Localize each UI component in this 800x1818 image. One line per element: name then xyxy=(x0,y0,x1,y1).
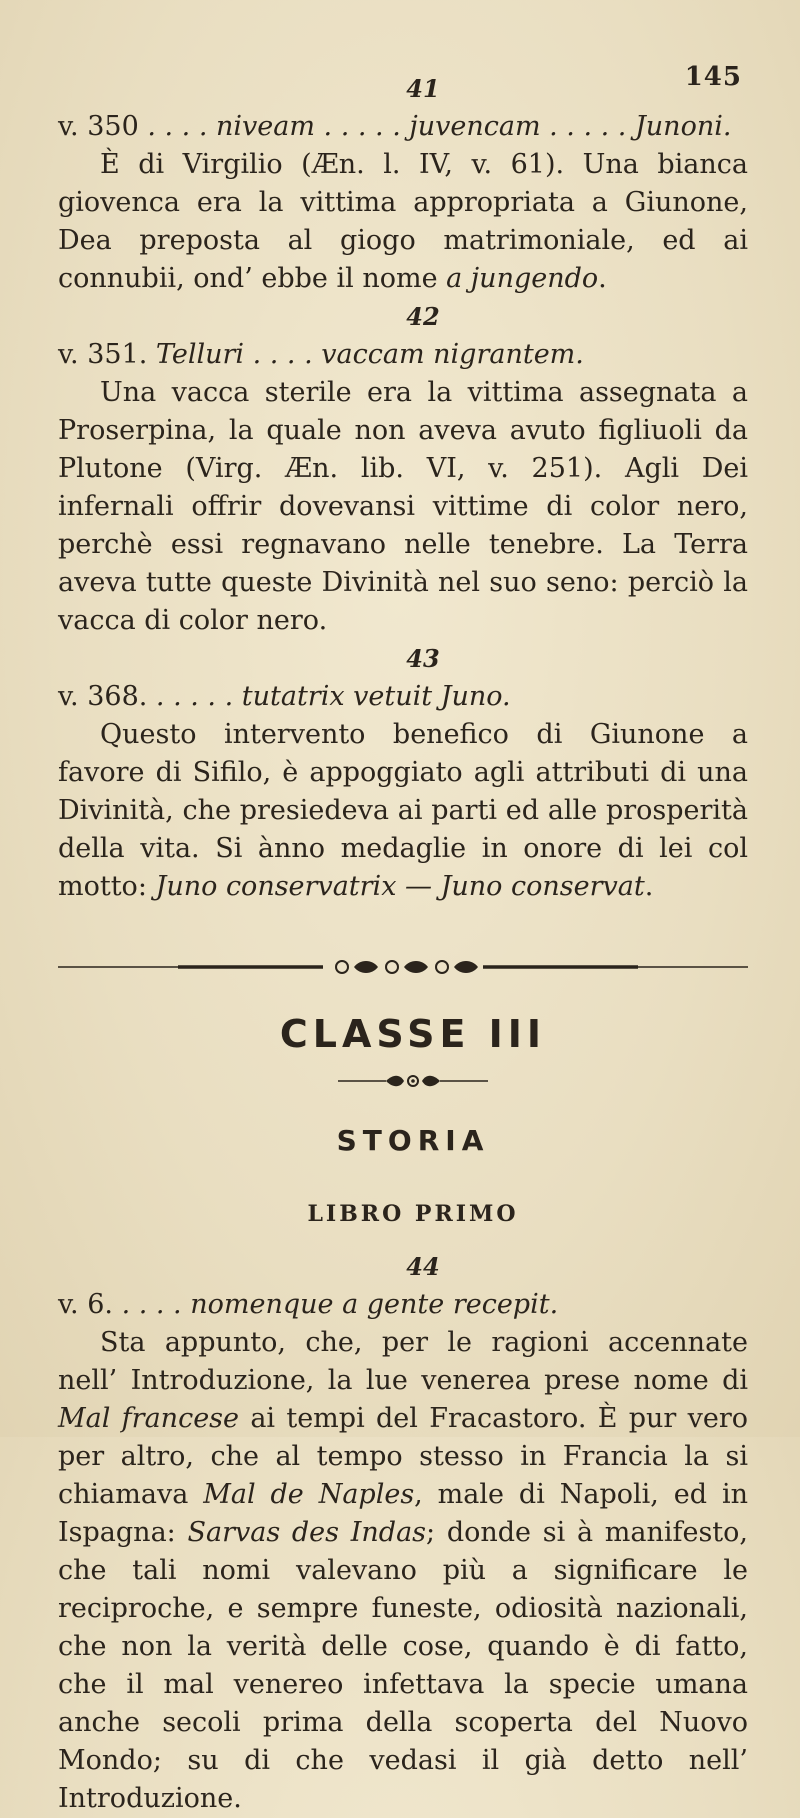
ornament-divider-icon xyxy=(58,958,748,976)
note-body xyxy=(58,146,748,298)
verse-text: . . . . niveam . . . . . juvencam . . . . . Junoni. xyxy=(138,111,732,142)
note-body-text: Sta appunto, che, per le ragioni accennate nell’ Introduzione, la lue venerea prese nome di xyxy=(58,1327,748,1396)
note-body xyxy=(58,374,748,640)
note-body-italic: Mal de Naples xyxy=(203,1479,415,1510)
note-body-text: , male di Napoli, ed in Ispagna: xyxy=(58,1479,748,1548)
class-heading: CLASSE III xyxy=(279,1012,547,1056)
page-number: 145 xyxy=(684,62,742,92)
note-body-text: Una vacca sterile era la vittima assegnata a Proserpina, la quale non aveva avuto figliuoli da Plutone (Virg. Æn. lib. VI, v. 251). Agli Dei infernali offrir dovevansi vittime di color nero, perchè essi regnavano nelle tenebre. La Terra aveva tutte queste Divinità nel suo seno: perciò la vacca di color nero. xyxy=(58,377,748,636)
verse-number: v. 6. xyxy=(58,1289,113,1320)
note-body xyxy=(58,1324,748,1818)
note-number: 42 xyxy=(406,302,440,331)
note-number: 41 xyxy=(406,74,440,103)
verse-citation xyxy=(58,336,748,374)
verse-text: . . . . nomenque a gente recepit. xyxy=(112,1289,559,1320)
note-number: 43 xyxy=(406,644,440,673)
note-body-italic: Sarvas des Indas xyxy=(187,1517,427,1548)
note-body xyxy=(58,716,748,906)
note-body-text: Questo intervento benefico di Giunone a favore di Sifilo, è appoggiato agli attributi di una Divinità, che presiedeva ai parti ed alle prosperità della vita. Si ànno medaglie in onore di lei col motto: xyxy=(58,719,748,902)
note-body-text: È di Virgilio (Æn. l. IV, v. 61). Una bianca giovenca era la vittima appropriata a Giunone, Dea preposta al giogo matrimoniale, ed ai connubii, ond’ ebbe il nome xyxy=(58,149,748,294)
note-body-italic: a jungendo xyxy=(446,263,599,294)
note-41 xyxy=(58,70,748,298)
note-body-italic: Mal francese xyxy=(58,1403,240,1434)
small-ornament xyxy=(58,1072,748,1090)
note-body-text: . xyxy=(598,263,607,294)
ornament-divider xyxy=(58,958,748,976)
verse-number: v. 351. xyxy=(58,339,148,370)
verse-citation xyxy=(58,1286,748,1324)
flourish-icon xyxy=(338,1072,488,1090)
note-body-text: ; donde si à manifesto, che tali nomi valevano più a significare le reciproche, e sempre funeste, odiosità nazionali, che non la verità delle cose, quando è di fatto, che il mal venereo infettava la specie umana anche secoli prima della scoperta del Nuovo Mondo; su di che vedasi il già detto nell’ Introduzione. xyxy=(58,1517,748,1814)
section-heading: STORIA xyxy=(336,1124,490,1157)
note-44 xyxy=(58,1248,748,1818)
note-body-text: ai tempi del Fracastoro. È pur vero per altro, che al tempo stesso in Francia la si chiamava xyxy=(58,1403,748,1510)
verse-number: v. 350 xyxy=(58,111,139,142)
verse-citation xyxy=(58,108,748,146)
note-43 xyxy=(58,640,748,906)
verse-text: Telluri . . . . vaccam nigrantem. xyxy=(147,339,584,370)
verse-text: . . . . . tutatrix vetuit Juno. xyxy=(147,681,511,712)
note-number: 44 xyxy=(406,1252,440,1281)
page-content xyxy=(58,70,748,1818)
verse-citation xyxy=(58,678,748,716)
verse-number: v. 368. xyxy=(58,681,148,712)
note-body-text: . xyxy=(644,871,654,902)
book-heading: LIBRO PRIMO xyxy=(307,1201,519,1227)
note-body-italic: Juno conservatrix — Juno conservat xyxy=(155,871,645,902)
note-42 xyxy=(58,298,748,640)
